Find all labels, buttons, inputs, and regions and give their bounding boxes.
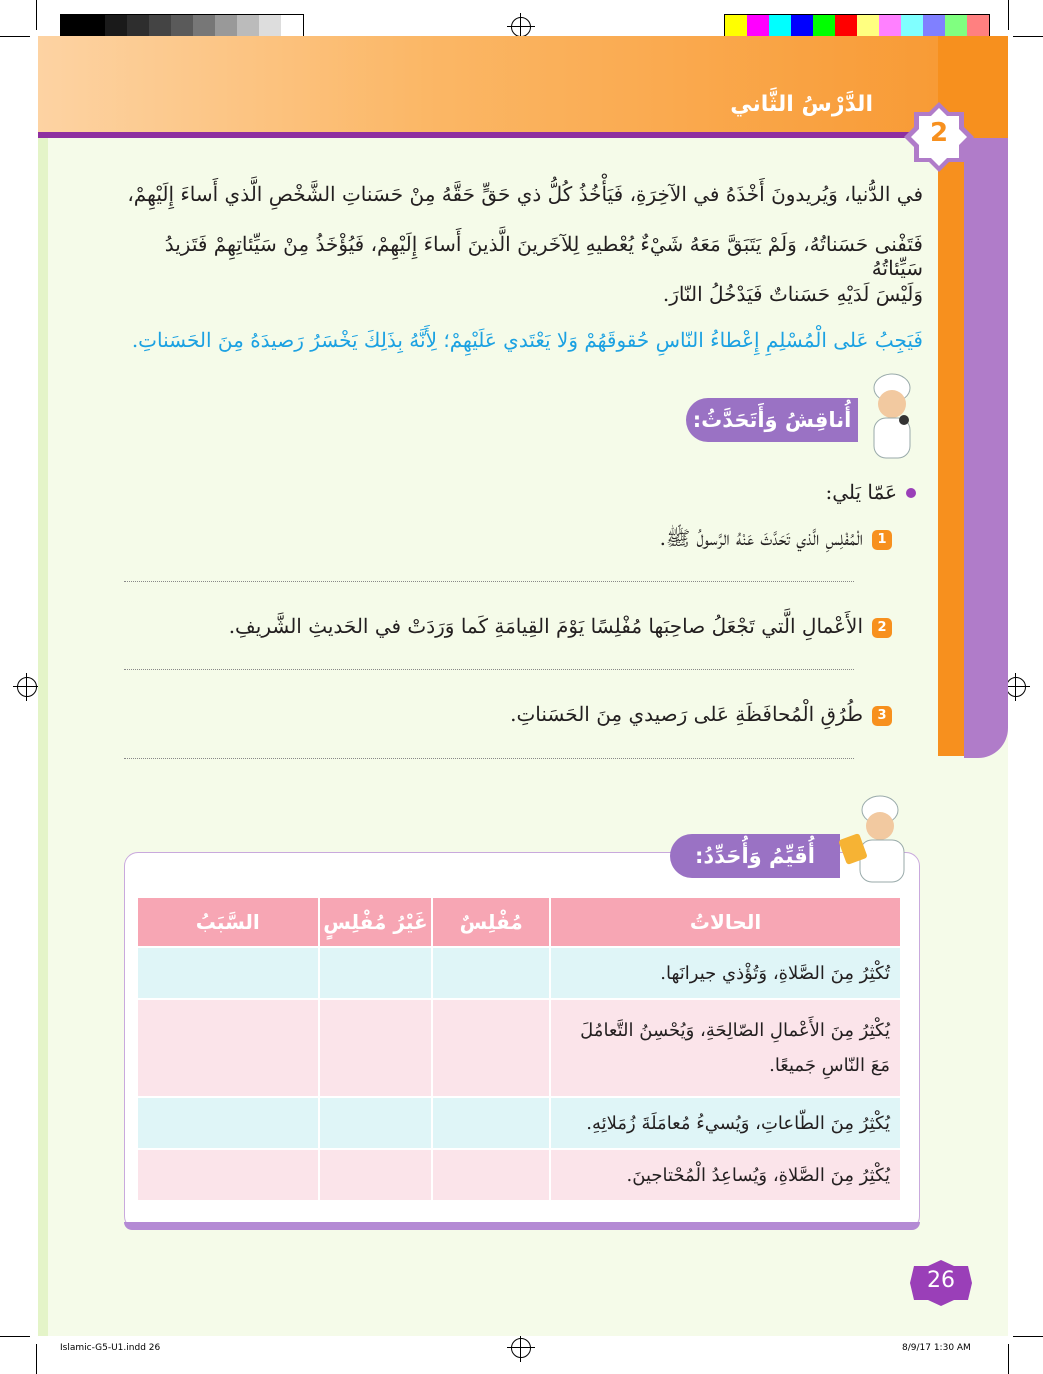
crop-target-left (17, 677, 37, 697)
not-bankrupt-cell[interactable] (320, 1000, 432, 1096)
boy-with-book-icon (838, 790, 914, 886)
col-header-bankrupt: مُفْلِسٌ (433, 898, 549, 946)
case-line: مَعَ النّاسِ جَميعًا. (769, 1055, 890, 1076)
table-row (138, 1098, 900, 1148)
footer-date-time: 8/9/17 1:30 AM (902, 1343, 971, 1353)
evaluate-tab: أُقَيِّمُ وَأُحَدِّدُ: (670, 834, 840, 878)
not-bankrupt-cell[interactable] (320, 1150, 432, 1200)
question-number-3: 3 (872, 706, 892, 726)
lesson-title: الدَّرْسُ الثَّاني (730, 92, 873, 117)
side-bar-purple (964, 138, 1008, 758)
reason-cell[interactable] (138, 1000, 318, 1096)
crop-mark (1013, 36, 1043, 37)
left-strip (38, 36, 48, 1336)
crop-mark (0, 36, 30, 37)
case-line: يُكْثِرُ مِنَ الأَعْمالِ الصّالِحَةِ، وَيُحْسِنُ التَّعامُلَ (580, 1020, 890, 1041)
crop-mark (0, 1336, 30, 1337)
discuss-prompt: عَمّا يَلي: (825, 480, 897, 504)
header-divider (38, 132, 968, 138)
question-1-text: الْمُفْلِسِ الَّذي تَحَدَّثَ عَنْهُ الرَّسولُ ﷺ. (659, 526, 863, 550)
not-bankrupt-cell[interactable] (320, 948, 432, 998)
page-number: 26 (927, 1268, 955, 1293)
paragraph-line-3: وَلَيْسَ لَدَيْهِ حَسَناتٌ فَيَدْخُلُ النّارَ. (662, 282, 923, 306)
answer-line-2[interactable] (124, 669, 854, 670)
crop-mark (36, 0, 37, 30)
boy-with-microphone-icon (862, 370, 922, 462)
bankrupt-cell[interactable] (433, 948, 549, 998)
answer-line-3[interactable] (124, 758, 854, 759)
crop-mark (1008, 0, 1009, 30)
case-cell (551, 1150, 900, 1200)
crop-mark (1008, 1344, 1009, 1374)
question-3-text: طُرُقِ الْمُحافَظَةِ عَلى رَصيدي مِنَ الحَسَناتِ. (510, 702, 863, 726)
case-line: يُكْثِرُ مِنَ الصَّلاةِ، وَيُساعِدُ الْمُحْتاجينَ. (626, 1164, 890, 1186)
crop-mark (1013, 1336, 1043, 1337)
question-number-1: 1 (872, 530, 892, 550)
evaluate-box-shadow (124, 1222, 920, 1230)
crop-target-bottom (511, 1338, 531, 1358)
bankrupt-cell[interactable] (433, 1150, 549, 1200)
col-header-cases: الحالاتُ (551, 898, 900, 946)
not-bankrupt-cell[interactable] (320, 1098, 432, 1148)
col-header-not-bankrupt: غَيْرُ مُفْلِسٍ (320, 898, 432, 946)
reason-cell[interactable] (138, 1150, 318, 1200)
table-row (138, 1150, 900, 1200)
prompt-bullet (906, 488, 916, 498)
lesson-number: 2 (929, 118, 949, 148)
question-2-text: الأَعْمالِ الَّتي تَجْعَلُ صاحِبَها مُفْلِسًا يَوْمَ القِيامَةِ كَما وَرَدَتْ في الحَديثِ الشَّريفِ. (228, 614, 863, 638)
registration-bars (60, 14, 304, 38)
reason-cell[interactable] (138, 1098, 318, 1148)
question-number-2: 2 (872, 618, 892, 638)
case-cell (551, 1000, 900, 1096)
case-cell (551, 1098, 900, 1148)
table-row (138, 948, 900, 998)
conclusion-text: فَيَجِبُ عَلى الْمُسْلِمِ إِعْطاءُ النّاسِ حُقوقَهُمْ وَلا يَعْتَدي عَلَيْهِمْ؛ لِأَنَّهُ بِذَلِكَ يَخْسَرُ رَصيدَهُ مِنَ الحَسَناتِ. (131, 328, 923, 352)
bankrupt-cell[interactable] (433, 1098, 549, 1148)
discuss-tab: أُناقِشُ وَأَتَحَدَّثُ: (686, 398, 858, 442)
col-header-reason: السَّبَبُ (138, 898, 318, 946)
header-band (38, 36, 1008, 136)
paragraph-line-1: في الدُّنيا، وَيُريدونَ أَخْذَهُ في الآخِرَةِ، فَيَأْخُذُ كُلُّ ذي حَقٍّ حَقَّهُ مِنْ حَسَناتِ الشَّخْصِ الَّذي أَساءَ إِلَيْهِمْ، (127, 182, 923, 206)
footer-file-name: Islamic-G5-U1.indd 26 (60, 1343, 161, 1353)
crop-target-top (511, 17, 531, 37)
crop-mark (36, 1344, 37, 1374)
case-line: يُكْثِرُ مِنَ الطّاعاتِ، وَيُسيءُ مُعامَلَةَ زُمَلائِهِ. (586, 1112, 890, 1134)
table-row (138, 1000, 900, 1096)
reason-cell[interactable] (138, 948, 318, 998)
case-cell (551, 948, 900, 998)
crop-target-right (1006, 677, 1026, 697)
answer-line-1[interactable] (124, 581, 854, 582)
bankrupt-cell[interactable] (433, 1000, 549, 1096)
color-bars (724, 14, 990, 38)
paragraph-line-2: فَتَفْنى حَسَناتُهُ، وَلَمْ يَتَبَقَّ مَعَهُ شَيْءٌ يُعْطيهِ لِلآخَرينَ الَّذينَ أَساءَ إِلَيْهِمْ، فَيُؤْخَذُ مِنْ سَيِّئاتِهِمْ فَتَزيدُ سَيِّئاتُهُ (164, 232, 923, 280)
case-line: تُكْثِرُ مِنَ الصَّلاةِ، وَتُؤْذي جيرانَها. (660, 962, 890, 984)
states-table (136, 896, 902, 1202)
